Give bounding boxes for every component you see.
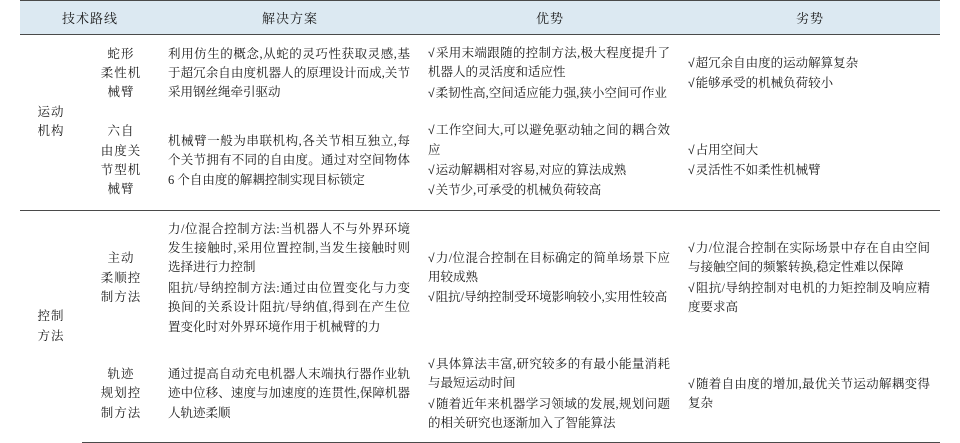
advantages-cell: √力/位混合控制在目标确定的简单场景下应用较成熟 √阻抗/导纳控制受环境影响较小,实用性较高 — [420, 210, 680, 346]
table-row — [20, 35, 940, 113]
column-header-route: 技术路线 — [20, 1, 160, 35]
solution-cell: 机械臂一般为串联机构,各关节相互独立,每个关节拥有不同的自由度。通过对空间物体 6 个自由度的解耦控制实现目标锁定 — [168, 133, 411, 187]
solution-cell: 通过提高自动充电机器人末端执行器作业轨迹中位移、速度与加速度的连贯性,保障机器人轨迹柔顺 — [160, 346, 420, 443]
disadvantages-cell: √力/位混合控制在实际场景中存在自由空间与接触空间的频繁转换,稳定性难以保障 √阻抗/导纳控制对电机的力矩控制及响应精度要求高 — [680, 210, 940, 346]
advantages-cell: √采用末端跟随的控制方法,极大程度提升了机器人的灵活度和适应性 √柔韧性高,空间适应能力强,狭小空间可作业 — [428, 46, 671, 100]
subcategory-cell: 六自 由度关 节型机 械臂 — [100, 124, 142, 197]
category-cell-motion: 运动 机构 — [37, 104, 65, 139]
disadvantages-cell: √超冗余自由度的运动解算复杂 √能够承受的机械负荷较小 — [688, 55, 859, 91]
header-row — [20, 1, 940, 35]
subcategory-cell: 主动 柔顺控 制方法 — [82, 210, 160, 346]
column-header-disadvantages: 劣势 — [680, 1, 940, 35]
disadvantages-cell: √随着自由度的增加,最优关节运动解耦变得复杂 — [680, 346, 940, 443]
table-body — [20, 35, 940, 443]
table-header — [20, 1, 940, 35]
table-row — [20, 210, 940, 346]
advantages-cell: √具体算法丰富,研究较多的有最小能量消耗与最短运动时间 √随着近年来机器学习领域的发展,规划问题的相关研究也逐渐加入了智能算法 — [420, 346, 680, 443]
column-header-solution: 解决方案 — [160, 1, 420, 35]
solution-cell: 力/位混合控制方法:当机器人不与外界环境发生接触时,采用位置控制,当发生接触时则选择进行力控制 阻抗/导纳控制方法:通过由位置变化与力变换间的关系设计阻抗/导纳值,得到在产生位置变化时对外界环境作用于机械臂的力 — [160, 210, 420, 346]
disadvantages-cell: √占用空间大 √灵活性不如柔性机械臂 — [688, 143, 821, 178]
advantages-cell: √工作空间大,可以避免驱动轴之间的耦合效应 √运动解耦相对容易,对应的算法成熟 √关节少,可承受的机械负荷较高 — [428, 123, 671, 198]
table-row — [20, 112, 940, 210]
category-cell-control: 控制 方法 — [20, 210, 82, 443]
solution-cell: 利用仿生的概念,从蛇的灵巧性获取灵感,基于超冗余自由度机器人的原理设计而成,关节采用钢丝绳牵引驱动 — [168, 46, 411, 100]
column-header-advantages: 优势 — [420, 1, 680, 35]
table-row — [20, 346, 940, 443]
subcategory-cell: 轨迹 规划控 制方法 — [82, 346, 160, 443]
technology-comparison-table — [20, 0, 940, 443]
subcategory-cell: 蛇形 柔性机 械臂 — [100, 46, 142, 100]
